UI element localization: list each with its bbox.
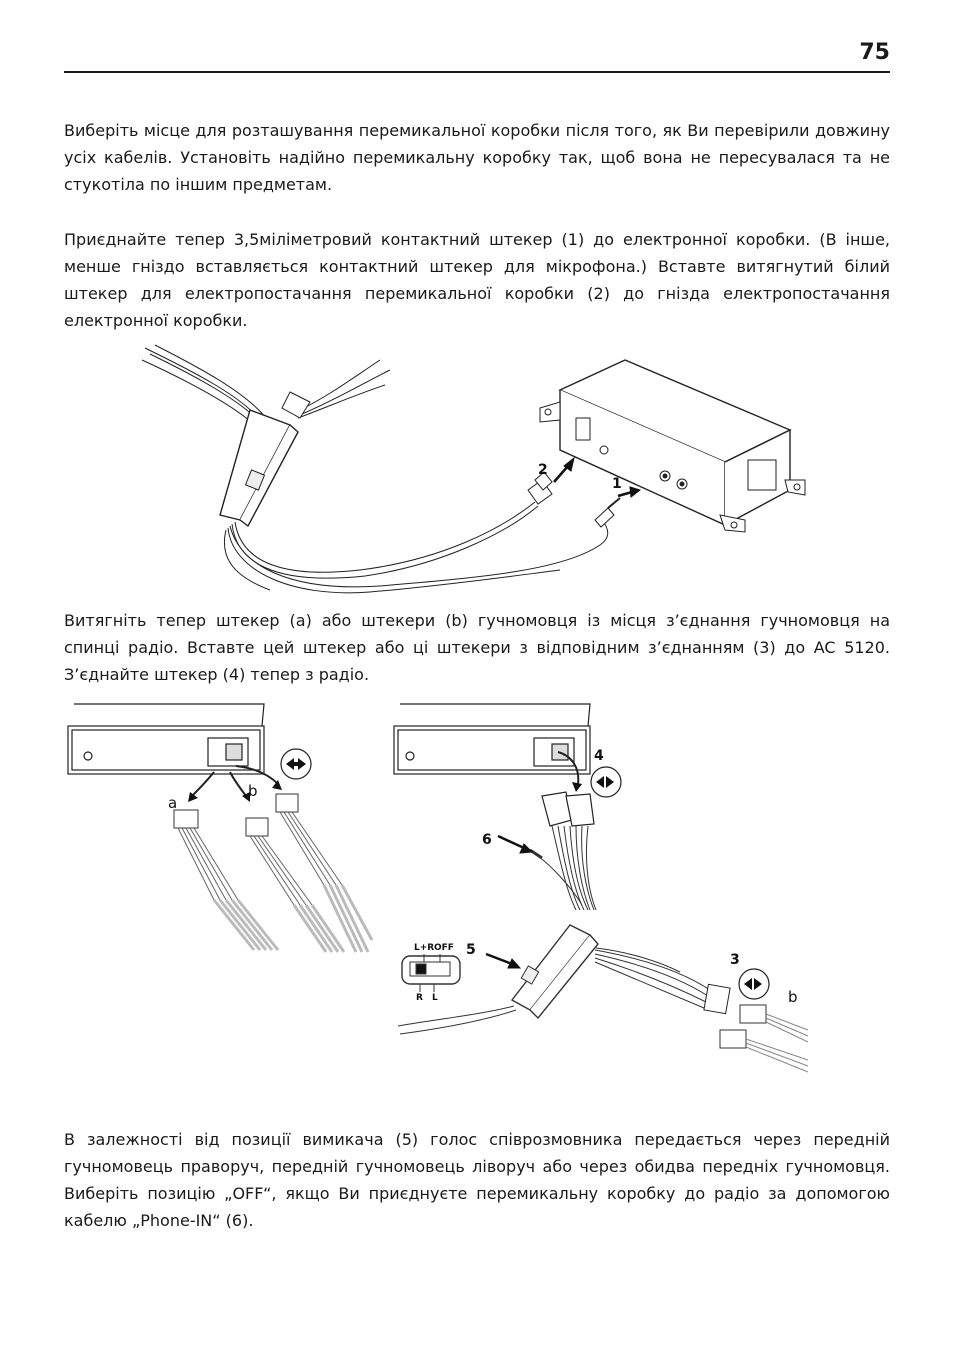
figure-radio-harness-switch [390,700,810,1092]
paragraph-placement: Виберіть місце для розташування перемикальної коробки після того, як Ви перевірили довжину усіх кабелів. Установіть надійно перемикальну коробку так, щоб вона не пересувалася та не стукотіла по іншим предметам. [64,121,890,194]
page-number: 75 [859,40,890,65]
header-rule [64,71,890,73]
label-plug-a: a [168,794,178,812]
figure-electronic-box-connection [140,340,820,600]
label-phone-in-cable: 6 [482,832,492,848]
switch-label-lr: L+R [414,943,435,953]
label-switch: 5 [466,942,476,958]
paragraph-switch-position: В залежності від позиції вимикача (5) голос співрозмовника передається через передній гучномовець праворуч, передній гучномовець ліворуч або через обидва передніх гучномовця. Виберіть позицію „OFF“, якщо Ви приєднуєте перемикальну коробку до радіо за допомогою кабелю „Phone-IN“ (6). [64,1130,890,1230]
label-jack-plug: 1 [612,476,622,492]
label-plug-b: b [788,988,798,1006]
label-radio-plug: 4 [594,748,604,764]
paragraph-connect-plug: Приєднайте тепер 3,5міліметровий контактний штекер (1) до електронної коробки. (В інше, менше гніздо вставляється контактний штекер для мікрофона.) Вставте витягнутий білий штекер для електропостачання перемикальної коробки (2) до гнізда електропостачання електронної коробки. [64,230,890,330]
switch-label-off: OFF [434,943,454,953]
label-speaker-connector: 3 [730,952,740,968]
switch-label-l: L [432,993,438,1003]
paragraph-speaker-plugs: Витягніть тепер штекер (а) або штекери (b) гучномовця із місця з’єднання гучномовця на спинці радіо. Вставте цей штекер або ці штекери з відповідним з’єднанням (3) до AC 5120. З’єднайте штекер (4) тепер з радіо. [64,611,890,684]
label-plug-b: b [248,782,258,800]
label-power-plug: 2 [538,462,548,478]
switch-label-r: R [416,993,423,1003]
figure-radio-speaker-plugs [64,700,374,956]
